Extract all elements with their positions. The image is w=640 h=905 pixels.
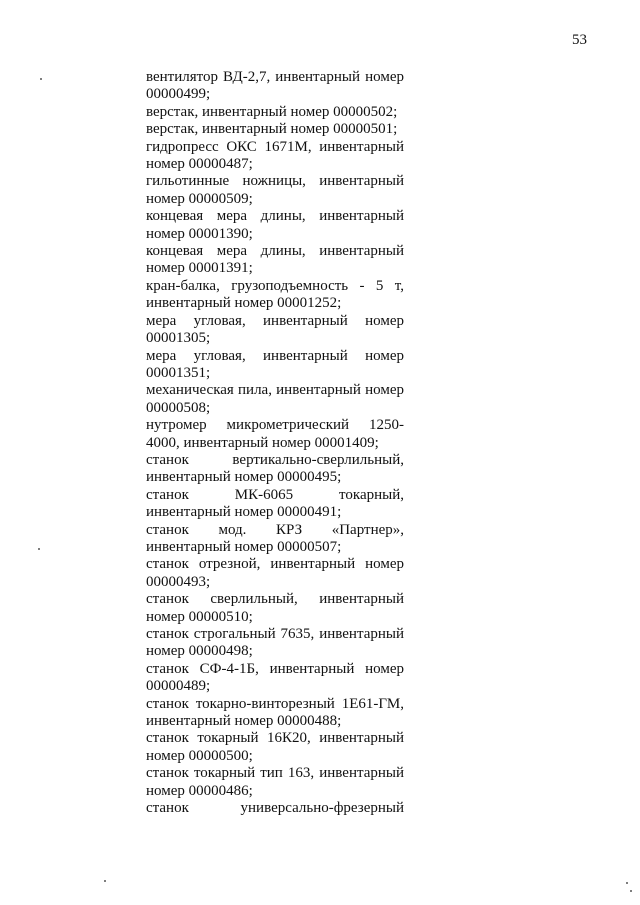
scan-speck — [38, 548, 40, 550]
list-item: станок строгальный 7635, инвентарный номер 00000498; — [146, 626, 404, 660]
list-item: вентилятор ВД-2,7, инвентарный номер 00000499; — [146, 69, 404, 103]
list-item: станок токарный тип 163, инвентарный номер 00000486; — [146, 765, 404, 799]
scan-speck — [626, 882, 628, 884]
page-number: 53 — [572, 32, 587, 48]
list-item: станок МК-6065 токарный, инвентарный номер 00000491; — [146, 486, 404, 521]
list-item: нутромер микрометрический 1250-4000, инвентарный номер 00001409; — [146, 417, 404, 451]
list-item: станок СФ-4-1Б, инвентарный номер 00000489; — [146, 660, 404, 695]
list-item: станок вертикально-сверлильный, инвентарный номер 00000495; — [146, 451, 404, 486]
list-item: верстак, инвентарный номер 00000502; — [146, 103, 398, 120]
list-item: станок сверлильный, инвентарный номер 00000510; — [146, 591, 404, 625]
scan-speck — [40, 78, 42, 80]
list-item: станок отрезной, инвентарный номер 00000493; — [146, 556, 404, 590]
list-item: станок токарный 16К20, инвентарный номер 00000500; — [146, 730, 404, 764]
list-item: мера угловая, инвентарный номер 00001305; — [146, 312, 404, 347]
list-item: концевая мера длины, инвентарный номер 00001391; — [146, 243, 404, 277]
list-item: гильотинные ножницы, инвентарный номер 00000509; — [146, 173, 404, 207]
list-item: механическая пила, инвентарный номер 00000508; — [146, 382, 404, 416]
list-item: кран-балка, грузоподъемность - 5 т, инвентарный номер 00001252; — [146, 277, 404, 312]
list-item: станок мод. КРЗ «Партнер», инвентарный номер 00000507; — [146, 521, 404, 555]
list-item: станок универсально-фрезерный — [146, 800, 404, 817]
list-item: верстак, инвентарный номер 00000501; — [146, 121, 398, 138]
list-item: мера угловая, инвентарный номер 00001351; — [146, 347, 404, 381]
scan-speck — [630, 890, 632, 892]
scan-speck — [104, 880, 106, 882]
list-item: концевая мера длины, инвентарный номер 00001390; — [146, 208, 404, 242]
equipment-list — [146, 69, 404, 817]
list-item: гидропресс ОКС 1671М, инвентарный номер 00000487; — [146, 138, 404, 173]
list-item: станок токарно-винторезный 1Е61-ГМ, инвентарный номер 00000488; — [146, 695, 404, 730]
